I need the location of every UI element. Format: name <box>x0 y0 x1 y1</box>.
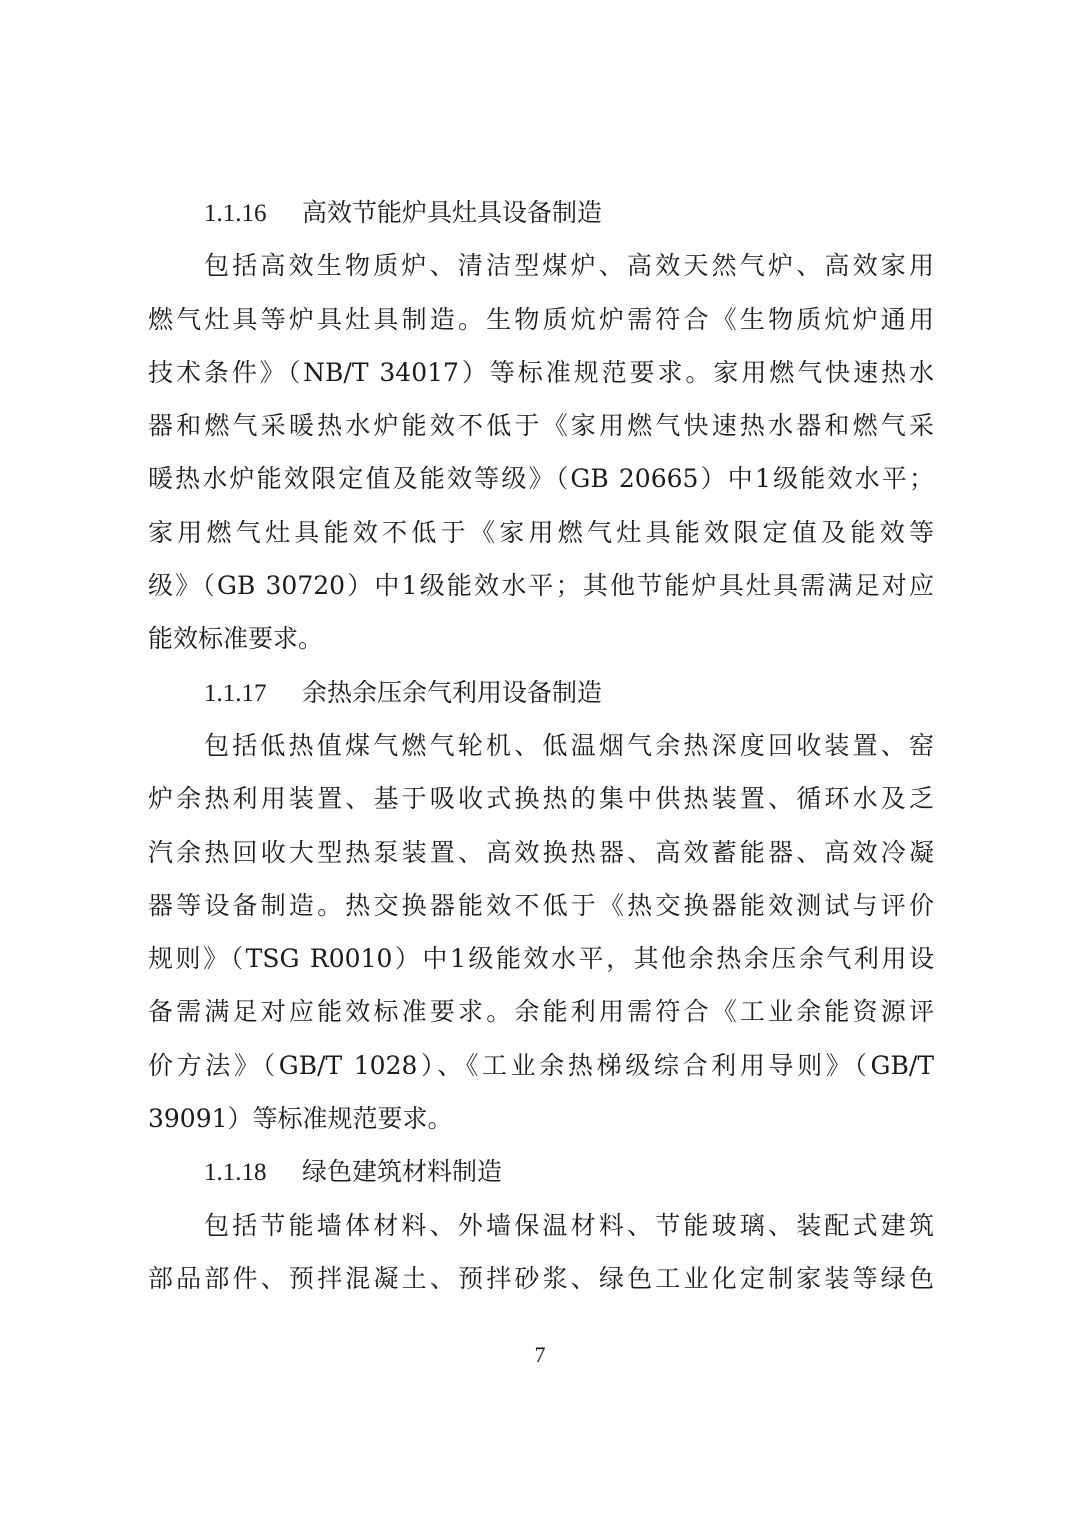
paragraph-line: 技术条件》（NB/T 34017）等标准规范要求。家用燃气快速热水 <box>148 357 934 387</box>
paragraph-line: 汽余热回收大型热泵装置、高效换热器、高效蓄能器、高效冷凝 <box>148 837 934 867</box>
section-title: 余热余压余气利用设备制造 <box>302 677 603 707</box>
section-number: 1.1.16 <box>204 200 267 227</box>
paragraph-line: 部品部件、预拌混凝土、预拌砂浆、绿色工业化定制家装等绿色 <box>148 1263 934 1293</box>
paragraph-line: 炉余热利用装置、基于吸收式换热的集中供热装置、循环水及乏 <box>148 784 934 814</box>
paragraph-line: 器和燃气采暖热水炉能效不低于《家用燃气快速热水器和燃气采 <box>148 411 934 441</box>
section-heading-1-1-18 <box>148 1145 934 1198</box>
section-title: 高效节能炉具灶具设备制造 <box>302 198 603 227</box>
page-body <box>148 186 934 1305</box>
section-title: 绿色建筑材料制造 <box>302 1157 503 1187</box>
paragraph-line: 包括高效生物质炉、清洁型煤炉、高效天然气炉、高效家用 <box>204 251 934 281</box>
page-number: 7 <box>534 1342 546 1367</box>
paragraph-line: 家用燃气灶具能效不低于《家用燃气灶具能效限定值及能效等 <box>148 517 934 547</box>
paragraph-line: 备需满足对应能效标准要求。余能利用需符合《工业余能资源评 <box>148 997 934 1027</box>
section-heading-1-1-16 <box>148 186 934 239</box>
paragraph-line: 包括节能墙体材料、外墙保温材料、节能玻璃、装配式建筑 <box>204 1210 934 1240</box>
paragraph-line: 包括低热值煤气燃气轮机、低温烟气余热深度回收装置、窑 <box>204 730 934 760</box>
paragraph-line: 器等设备制造。热交换器能效不低于《热交换器能效测试与评价 <box>148 890 934 920</box>
paragraph-line: 规则》（TSG R0010）中1级能效水平，其他余热余压余气利用设 <box>148 944 934 974</box>
paragraph-line: 暖热水炉能效限定值及能效等级》（GB 20665）中1级能效水平； <box>148 464 934 494</box>
paragraph-line: 级》（GB 30720）中1级能效水平；其他节能炉具灶具需满足对应 <box>148 571 934 601</box>
section-number: 1.1.18 <box>204 1159 267 1187</box>
paragraph-line: 燃气灶具等炉具灶具制造。生物质炕炉需符合《生物质炕炉通用 <box>148 304 934 334</box>
paragraph-line-last: 39091）等标准规范要求。 <box>148 1104 453 1134</box>
section-number: 1.1.17 <box>204 679 267 707</box>
paragraph-line: 价方法》（GB/T 1028）、《工业余热梯级综合利用导则》（GB/T <box>148 1050 934 1080</box>
paragraph-line-last: 能效标准要求。 <box>148 624 324 654</box>
section-heading-1-1-17 <box>148 666 934 719</box>
